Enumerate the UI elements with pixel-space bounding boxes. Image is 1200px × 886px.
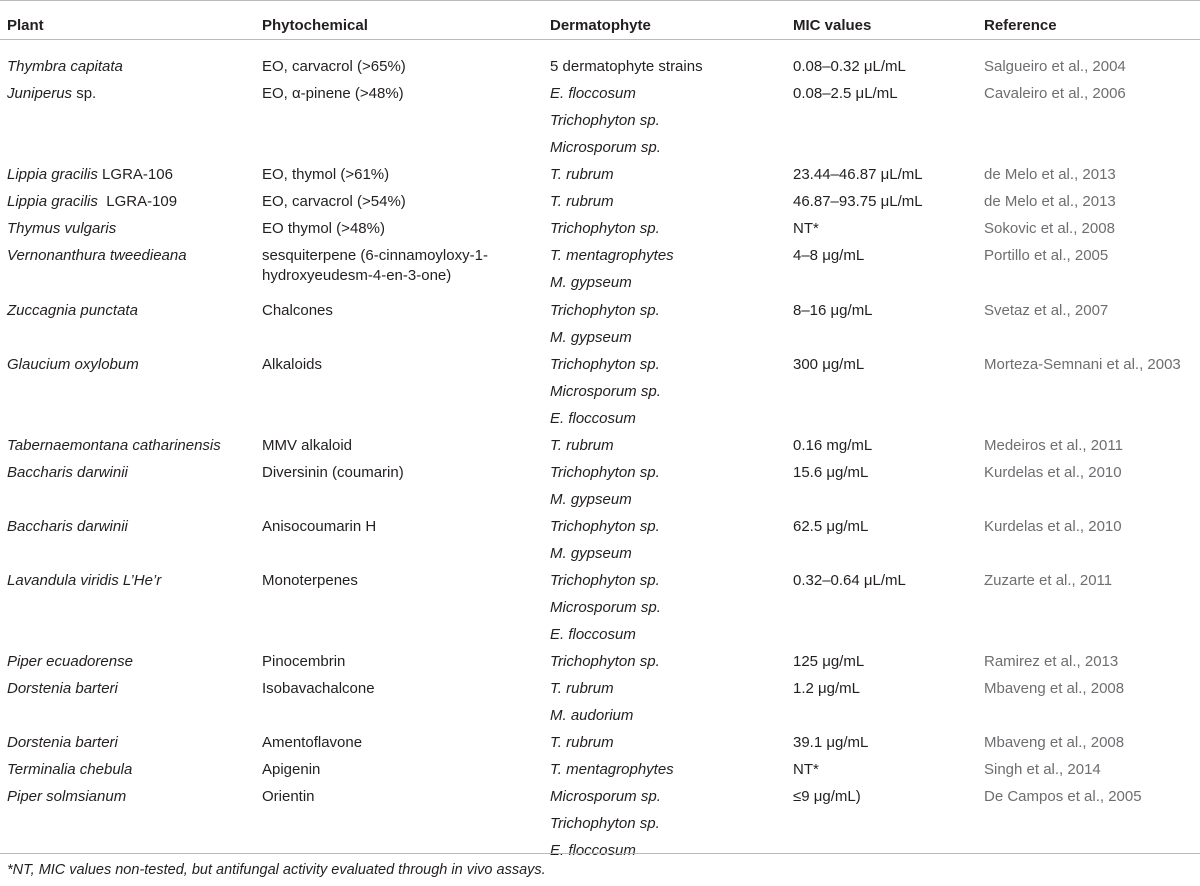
cell-dermatophyte [550,787,661,868]
cell-reference: Medeiros et al., 2011 [984,437,1123,454]
plant-suffix: sp. [72,85,97,102]
cell-mic-value: 300 μg/mL [793,356,865,373]
cell-reference: Portillo et al., 2005 [984,247,1109,264]
cell-reference: Singh et al., 2014 [984,761,1101,778]
dermatophyte-line: Trichophyton sp. [550,356,660,373]
plant-name: Juniperus [7,85,73,102]
dermatophyte-line: E. floccosum [550,410,636,427]
header-rule [0,39,1200,40]
cell-plant [7,246,187,266]
cell-plant [7,463,128,483]
phytochemical-line: EO, carvacrol (>65%) [262,58,406,75]
dermatophyte-line: Trichophyton sp. [550,518,660,535]
dermatophyte-line: T. rubrum [550,680,614,697]
cell-mic-value: 0.08–2.5 μL/mL [793,85,898,102]
dermatophyte-line: Microsporum sp. [550,383,661,400]
cell-phytochemical [262,733,362,760]
cell-plant [7,652,133,672]
plant-name: Piper solmsianum [7,788,127,805]
cell-reference: Mbaveng et al., 2008 [984,680,1125,697]
cell-phytochemical [262,246,488,286]
phytochemical-line: Diversinin (coumarin) [262,464,404,481]
plant-name: Baccharis darwinii [7,464,128,481]
phytochemical-line: Alkaloids [262,356,323,373]
cell-plant [7,517,128,537]
cell-mic-value: 23.44–46.87 μL/mL [793,166,923,183]
cell-phytochemical [262,165,389,192]
cell-plant [7,760,132,780]
dermatophyte-line: Trichophyton sp. [550,112,660,129]
cell-mic-value: 62.5 μg/mL [793,518,869,535]
cell-phytochemical [262,517,376,544]
plant-name: Zuccagnia punctata [7,302,138,319]
cell-reference: Sokovic et al., 2008 [984,220,1115,237]
cell-plant [7,301,138,321]
cell-dermatophyte [550,760,674,787]
cell-plant [7,219,116,239]
dermatophyte-line: Microsporum sp. [550,139,661,156]
phytochemical-line: Pinocembrin [262,653,346,670]
cell-reference: Svetaz et al., 2007 [984,302,1109,319]
cell-dermatophyte [550,436,614,463]
dermatophyte-line: M. gypseum [550,329,632,346]
cell-mic-value: 0.32–0.64 μL/mL [793,572,906,589]
cell-plant [7,84,96,104]
dermatophyte-line: T. rubrum [550,734,614,751]
plant-name: Vernonanthura tweedieana [7,247,187,264]
cell-plant [7,192,177,212]
plant-name: Piper ecuadorense [7,653,133,670]
cell-reference: Kurdelas et al., 2010 [984,464,1122,481]
plant-name: Baccharis darwinii [7,518,128,535]
cell-mic-value: NT* [793,761,819,778]
cell-dermatophyte [550,571,661,652]
cell-reference: de Melo et al., 2013 [984,193,1116,210]
cell-plant [7,787,126,807]
phytochemical-line: hydroxyeudesm-4-en-3-one) [262,267,452,284]
dermatophyte-line: M. gypseum [550,545,632,562]
cell-plant [7,436,221,456]
cell-phytochemical [262,652,345,679]
cell-phytochemical [262,219,385,246]
cell-plant [7,571,161,591]
cell-dermatophyte [550,355,661,436]
dermatophyte-line: M. gypseum [550,491,632,508]
phytochemical-line: EO, α-pinene (>48%) [262,85,404,102]
phytochemical-line: Apigenin [262,761,321,778]
cell-dermatophyte [550,246,674,300]
phytochemical-line: Orientin [262,788,315,805]
plant-name: Lippia gracilis [7,166,98,183]
dermatophyte-line: Trichophyton sp. [550,302,660,319]
dermatophyte-line: Trichophyton sp. [550,220,660,237]
plant-name: Thymus vulgaris [7,220,117,237]
cell-phytochemical [262,355,322,382]
phytochemical-line: Monoterpenes [262,572,358,589]
phytochemical-line: Anisocoumarin H [262,518,377,535]
cell-phytochemical [262,463,404,490]
dermatophyte-line: T. mentagrophytes [550,761,674,778]
cell-phytochemical [262,301,333,328]
cell-mic-value: 0.16 mg/mL [793,437,873,454]
plant-name: Glaucium oxylobum [7,356,139,373]
cell-mic-value: ≤9 μg/mL) [793,788,861,805]
cell-mic-value: NT* [793,220,819,237]
dermatophyte-line: E. floccosum [550,85,636,102]
cell-reference: De Campos et al., 2005 [984,788,1142,805]
cell-dermatophyte [550,652,660,679]
phytochemical-line: sesquiterpene (6-cinnamoyloxy-1- [262,247,488,264]
cell-plant [7,679,118,699]
dermatophyte-line: E. floccosum [550,626,636,643]
cell-plant [7,355,139,375]
dermatophyte-line: Trichophyton sp. [550,815,660,832]
table-bottom-rule [0,853,1200,854]
plant-suffix: LGRA-106 [97,166,173,183]
cell-phytochemical [262,436,352,463]
dermatophyte-line: E. floccosum [550,842,636,859]
phytochemical-line: EO, thymol (>61%) [262,166,390,183]
cell-mic-value: 0.08–0.32 μL/mL [793,58,906,75]
dermatophyte-line: M. audorium [550,707,634,724]
plant-name: Dorstenia barteri [7,734,118,751]
cell-reference: Mbaveng et al., 2008 [984,734,1125,751]
cell-mic-value: 15.6 μg/mL [793,464,869,481]
cell-dermatophyte [550,301,660,355]
plant-name: Lippia gracilis [7,193,98,210]
cell-reference: Morteza-Semnani et al., 2003 [984,356,1181,373]
cell-plant [7,165,173,185]
cell-reference: Zuzarte et al., 2011 [984,572,1113,589]
dermatophyte-line: T. rubrum [550,166,614,183]
cell-reference: Kurdelas et al., 2010 [984,518,1122,535]
dermatophyte-line: M. gypseum [550,274,632,291]
cell-dermatophyte [550,679,633,733]
cell-dermatophyte [550,57,703,84]
table-top-rule [0,0,1200,1]
cell-dermatophyte [550,192,614,219]
plant-name: Lavandula viridis L’He’r [7,572,162,589]
plant-suffix: LGRA-109 [97,193,178,210]
cell-plant [7,733,118,753]
phytochemical-line: Isobavachalcone [262,680,375,697]
cell-mic-value: 39.1 μg/mL [793,734,869,751]
dermatophyte-line: T. mentagrophytes [550,247,674,264]
plant-name: Tabernaemontana catharinensis [7,437,221,454]
plant-name: Dorstenia barteri [7,680,118,697]
dermatophyte-line: T. rubrum [550,193,614,210]
cell-dermatophyte [550,165,614,192]
dermatophyte-line: 5 dermatophyte strains [550,58,703,75]
dermatophyte-line: Trichophyton sp. [550,572,660,589]
plant-name: Thymbra capitata [7,58,123,75]
cell-reference: de Melo et al., 2013 [984,166,1116,183]
cell-dermatophyte [550,517,660,571]
table-footnote: *NT, MIC values non-tested, but antifungal activity evaluated through in vivo assays. [7,862,546,878]
cell-dermatophyte [550,219,660,246]
cell-reference: Ramirez et al., 2013 [984,653,1119,670]
cell-mic-value: 8–16 μg/mL [793,302,873,319]
cell-phytochemical [262,679,375,706]
dermatophyte-line: Microsporum sp. [550,599,661,616]
header-dermatophyte: Dermatophyte [550,17,651,34]
cell-phytochemical [262,760,320,787]
cell-mic-value: 4–8 μg/mL [793,247,865,264]
cell-phytochemical [262,84,404,111]
cell-plant [7,57,123,77]
dermatophyte-line: Microsporum sp. [550,788,661,805]
cell-dermatophyte [550,463,660,517]
phytochemical-line: EO thymol (>48%) [262,220,385,237]
header-phytochemical: Phytochemical [262,17,368,34]
header-reference: Reference [984,17,1057,34]
header-plant: Plant [7,17,44,34]
cell-mic-value: 1.2 μg/mL [793,680,861,697]
dermatophyte-line: T. rubrum [550,437,614,454]
phytochemical-line: MMV alkaloid [262,437,353,454]
cell-phytochemical [262,192,406,219]
cell-mic-value: 125 μg/mL [793,653,865,670]
dermatophyte-line: Trichophyton sp. [550,464,660,481]
cell-phytochemical [262,57,406,84]
cell-phytochemical [262,787,315,814]
dermatophyte-line: Trichophyton sp. [550,653,660,670]
plant-name: Terminalia chebula [7,761,133,778]
phytochemical-line: Amentoflavone [262,734,363,751]
cell-phytochemical [262,571,358,598]
cell-reference: Cavaleiro et al., 2006 [984,85,1126,102]
phytochemical-line: EO, carvacrol (>54%) [262,193,406,210]
cell-reference: Salgueiro et al., 2004 [984,58,1126,75]
cell-dermatophyte [550,84,661,165]
header-mic-values: MIC values [793,17,872,34]
cell-mic-value: 46.87–93.75 μL/mL [793,193,923,210]
cell-dermatophyte [550,733,614,760]
phytochemical-line: Chalcones [262,302,333,319]
